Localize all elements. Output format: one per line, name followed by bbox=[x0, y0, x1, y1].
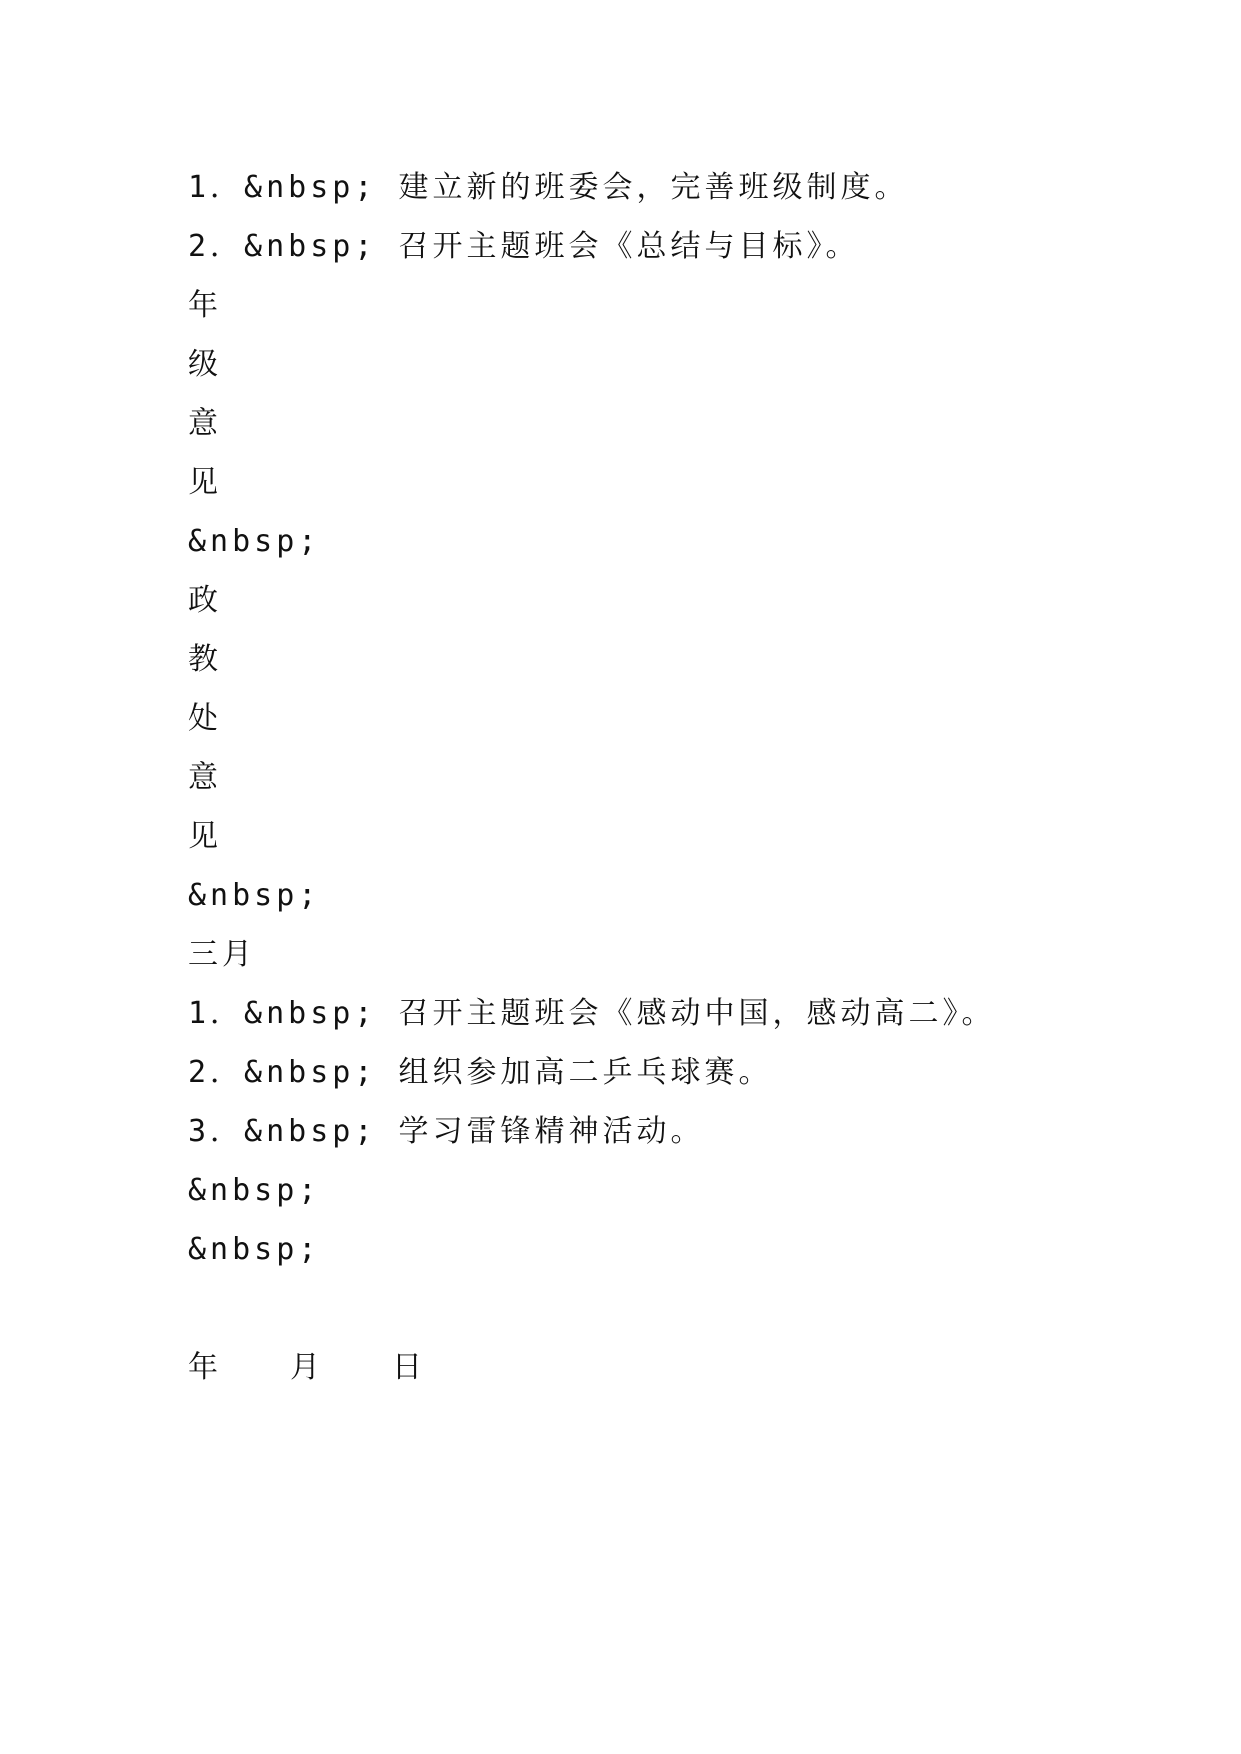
date-month-label: 月 bbox=[290, 1350, 320, 1385]
vertical-label-char: 意 bbox=[188, 760, 222, 795]
section-heading: 三月 bbox=[188, 937, 256, 972]
date-year-label: 年 bbox=[188, 1350, 218, 1385]
date-line bbox=[188, 1338, 1088, 1397]
spacer bbox=[188, 1279, 1088, 1338]
blank-entity-line: &nbsp; bbox=[188, 878, 321, 913]
blank-entity-line: &nbsp; bbox=[188, 1173, 321, 1208]
list-item: 2．&nbsp; 召开主题班会《总结与目标》。 bbox=[188, 229, 860, 264]
vertical-label-char: 政 bbox=[188, 583, 222, 618]
list-item: 1．&nbsp; 建立新的班委会，完善班级制度。 bbox=[188, 170, 909, 205]
document-body bbox=[188, 158, 1088, 1397]
blank-entity-line: &nbsp; bbox=[188, 1232, 321, 1267]
vertical-label-char: 处 bbox=[188, 701, 222, 736]
list-item: 3．&nbsp; 学习雷锋精神活动。 bbox=[188, 1114, 705, 1149]
vertical-label-char: 教 bbox=[188, 642, 222, 677]
vertical-label-char: 见 bbox=[188, 465, 222, 500]
blank-entity-line: &nbsp; bbox=[188, 524, 321, 559]
vertical-label-char: 年 bbox=[188, 288, 222, 323]
date-day-label: 日 bbox=[392, 1350, 422, 1385]
list-item: 1．&nbsp; 召开主题班会《感动中国，感动高二》。 bbox=[188, 996, 996, 1031]
vertical-label-char: 级 bbox=[188, 347, 222, 382]
vertical-label-char: 见 bbox=[188, 819, 222, 854]
vertical-label-char: 意 bbox=[188, 406, 222, 441]
list-item: 2．&nbsp; 组织参加高二乒乓球赛。 bbox=[188, 1055, 773, 1090]
